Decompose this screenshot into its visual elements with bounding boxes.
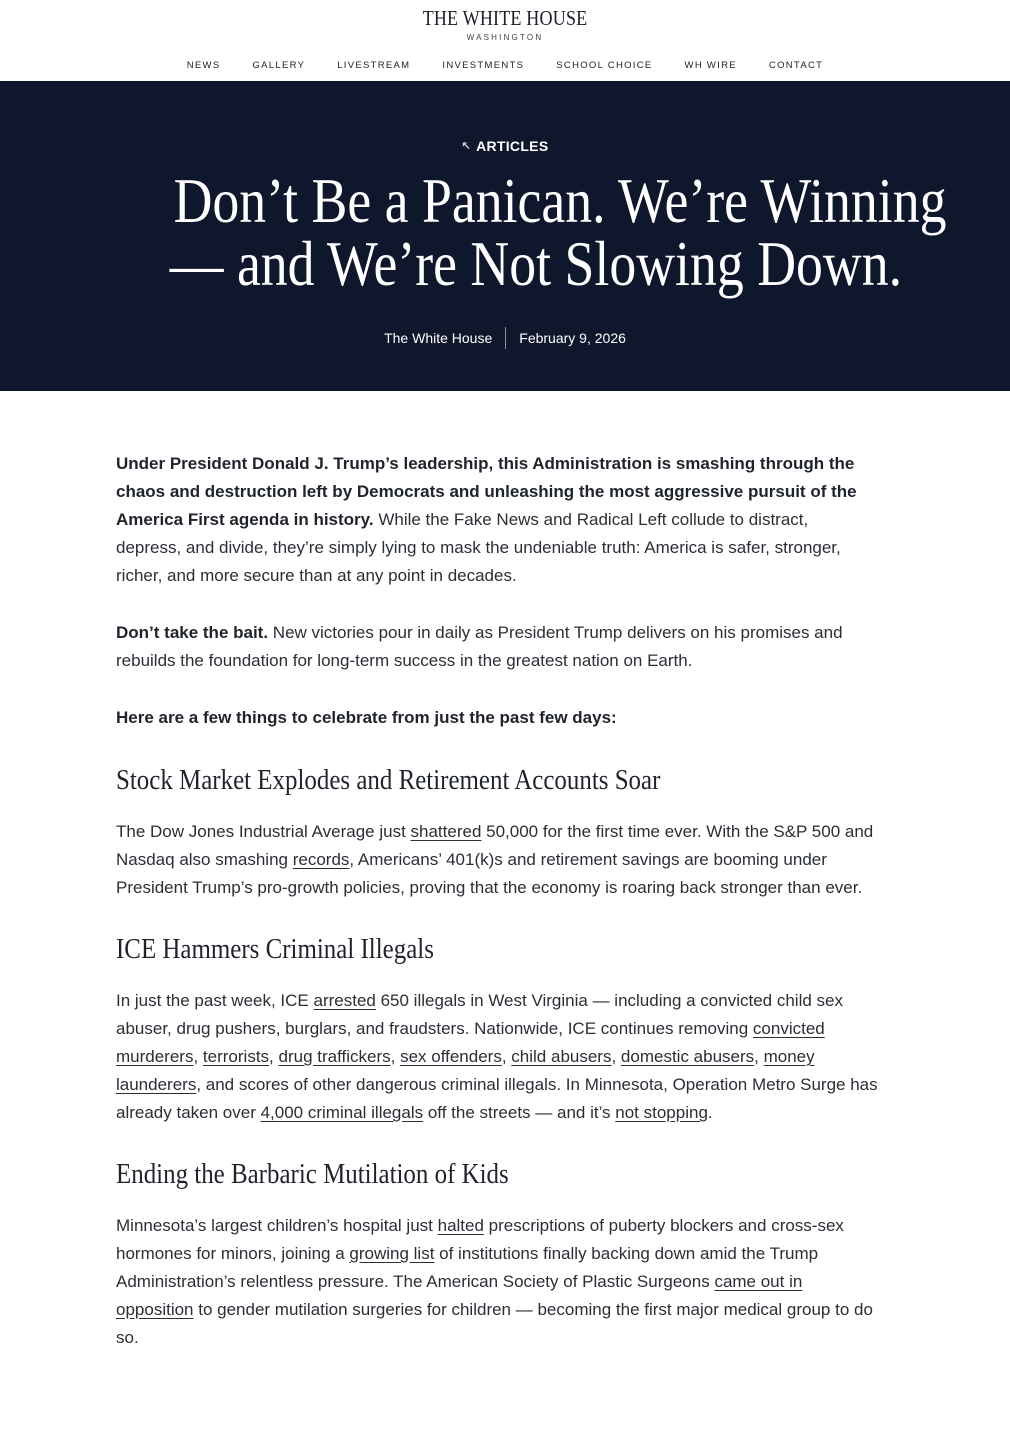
link-halted[interactable]: halted [437,1216,484,1235]
article-author: The White House [384,330,493,346]
kids-paragraph [116,1212,878,1352]
bait-paragraph [116,619,878,675]
heading-kids [116,1156,878,1192]
ice-paragraph: In just the past week, ICE arrested 650 illegals in West Virginia — including a convicted child sex abuser, drug pushers, burglars, and fraudsters. Nationwide, ICE continues removing convicted murderers, terrorists, drug traffickers, sex offenders, child abusers, domestic abusers, money launderers, and scores of other dangerous criminal illegals. In Minnesota, Operation Metro Surge has already taken over 4,000 criminal illegals off the streets — and it’s not stopping. [116,991,878,1122]
celebrate-paragraph [116,704,878,732]
link-convicted[interactable]: convicted [752,1019,825,1038]
celebrate-bold: Here are a few things to celebrate from just the past few days: [116,708,617,727]
heading-stock-market [116,762,878,798]
heading-ice-text: ICE Hammers Criminal Illegals [116,933,434,965]
article-date: February 9, 2026 [519,330,626,346]
arrow-up-left-icon: ↖ [461,140,472,152]
stock-paragraph [116,818,878,902]
bait-bold: Don’t take the bait. [116,623,269,642]
text: 50,000 for the first time ever. With the S&P 500 and Nasdaq also smashing [116,822,874,869]
breadcrumb-label: ARTICLES [476,138,549,154]
text: to gender mutilation surgeries for children — becoming the first major medical group to do so. [116,1300,873,1347]
link-money-launderers[interactable]: money launderers [116,1047,815,1094]
link-child-abusers[interactable]: child abusers [511,1047,612,1066]
title-line-2: — and We’re Not Slowing Down. [169,228,903,299]
logo-title: THE WHITE HOUSE [422,6,588,30]
link-terrorists[interactable]: terrorists [202,1047,270,1066]
meta-divider [505,327,506,349]
site-logo[interactable] [0,6,1010,42]
bait-text: New victories pour in daily as President Trump delivers on his promises and rebuilds the foundation for long-term success in the greatest nation on Earth. [116,623,843,670]
nav-contact[interactable]: CONTACT [768,60,824,71]
article-meta [0,327,1010,349]
text: . [707,1103,713,1122]
link-growing-list[interactable]: growing list [349,1244,435,1263]
nav-wh-wire[interactable]: WH WIRE [684,60,737,71]
text: The Dow Jones Industrial Average just [116,822,411,841]
breadcrumb[interactable] [0,138,1010,154]
text: of institutions finally backing down amid the Trump Administration’s relentless pressure. The American Society of Plastic Surgeons [116,1244,819,1291]
nav-news[interactable]: NEWS [186,60,221,71]
nav-gallery[interactable]: GALLERY [252,60,306,71]
heading-stock-market-text: Stock Market Explodes and Retirement Accounts Soar [116,764,661,796]
link-came-out-in-opposition[interactable]: came out in opposition [116,1272,803,1319]
link-sex-offenders[interactable]: sex offenders [400,1047,502,1066]
main-nav [0,60,1010,72]
link-arrested[interactable]: arrested [313,991,376,1010]
text: Minnesota’s largest children’s hospital just [116,1216,438,1235]
nav-school-choice[interactable]: SCHOOL CHOICE [556,60,653,71]
link-drug-traffickers[interactable]: drug traffickers [278,1047,391,1066]
text: , and scores of other dangerous criminal illegals. In Minnesota, Operation Metro Surge has already taken over [116,1075,878,1122]
link-domestic-abusers[interactable]: domestic abusers [620,1047,755,1066]
text: off the streets — and it’s [423,1103,616,1122]
text: 650 illegals in West Virginia — including a convicted child sex abuser, drug pushers, burglars, and fraudsters. Nationwide, ICE continues removing [116,991,843,1038]
text: , Americans’ 401(k)s and retirement savings are booming under President Trump’s pro-growth policies, proving that the economy is roaring back stronger than ever. [116,850,863,897]
link-shattered[interactable]: shattered [410,822,482,841]
intro-paragraph [116,450,878,590]
link-4000-criminal-illegals[interactable]: 4,000 criminal illegals [260,1103,424,1122]
page-title [100,165,947,299]
title-line-1: Don’t Be a Panican. We’re Winning [173,165,947,236]
logo-subtitle: WASHINGTON [466,33,544,42]
heading-ice [116,931,878,967]
nav-investments[interactable]: INVESTMENTS [442,60,525,71]
text: In just the past week, ICE [116,991,314,1010]
heading-kids-text: Ending the Barbaric Mutilation of Kids [116,1158,509,1190]
article-hero [0,81,1010,391]
link-not-stopping[interactable]: not stopping [615,1103,708,1122]
text: prescriptions of puberty blockers and cross-sex hormones for minors, joining a [116,1216,844,1263]
link-records[interactable]: records [292,850,350,869]
site-header [0,0,1010,81]
intro-text: While the Fake News and Radical Left collude to distract, depress, and divide, they’re simply lying to mask the undeniable truth: America is safer, stronger, richer, and more secure than at any point in decades. [116,510,841,585]
article-body [116,450,878,1352]
nav-livestream[interactable]: LIVESTREAM [337,60,411,71]
intro-bold: Under President Donald J. Trump’s leadership, this Administration is smashing through the chaos and destruction left by Democrats and unleashing the most aggressive pursuit of the America First agenda in history. [116,454,857,529]
link-murderers[interactable]: murderers [116,1047,194,1066]
